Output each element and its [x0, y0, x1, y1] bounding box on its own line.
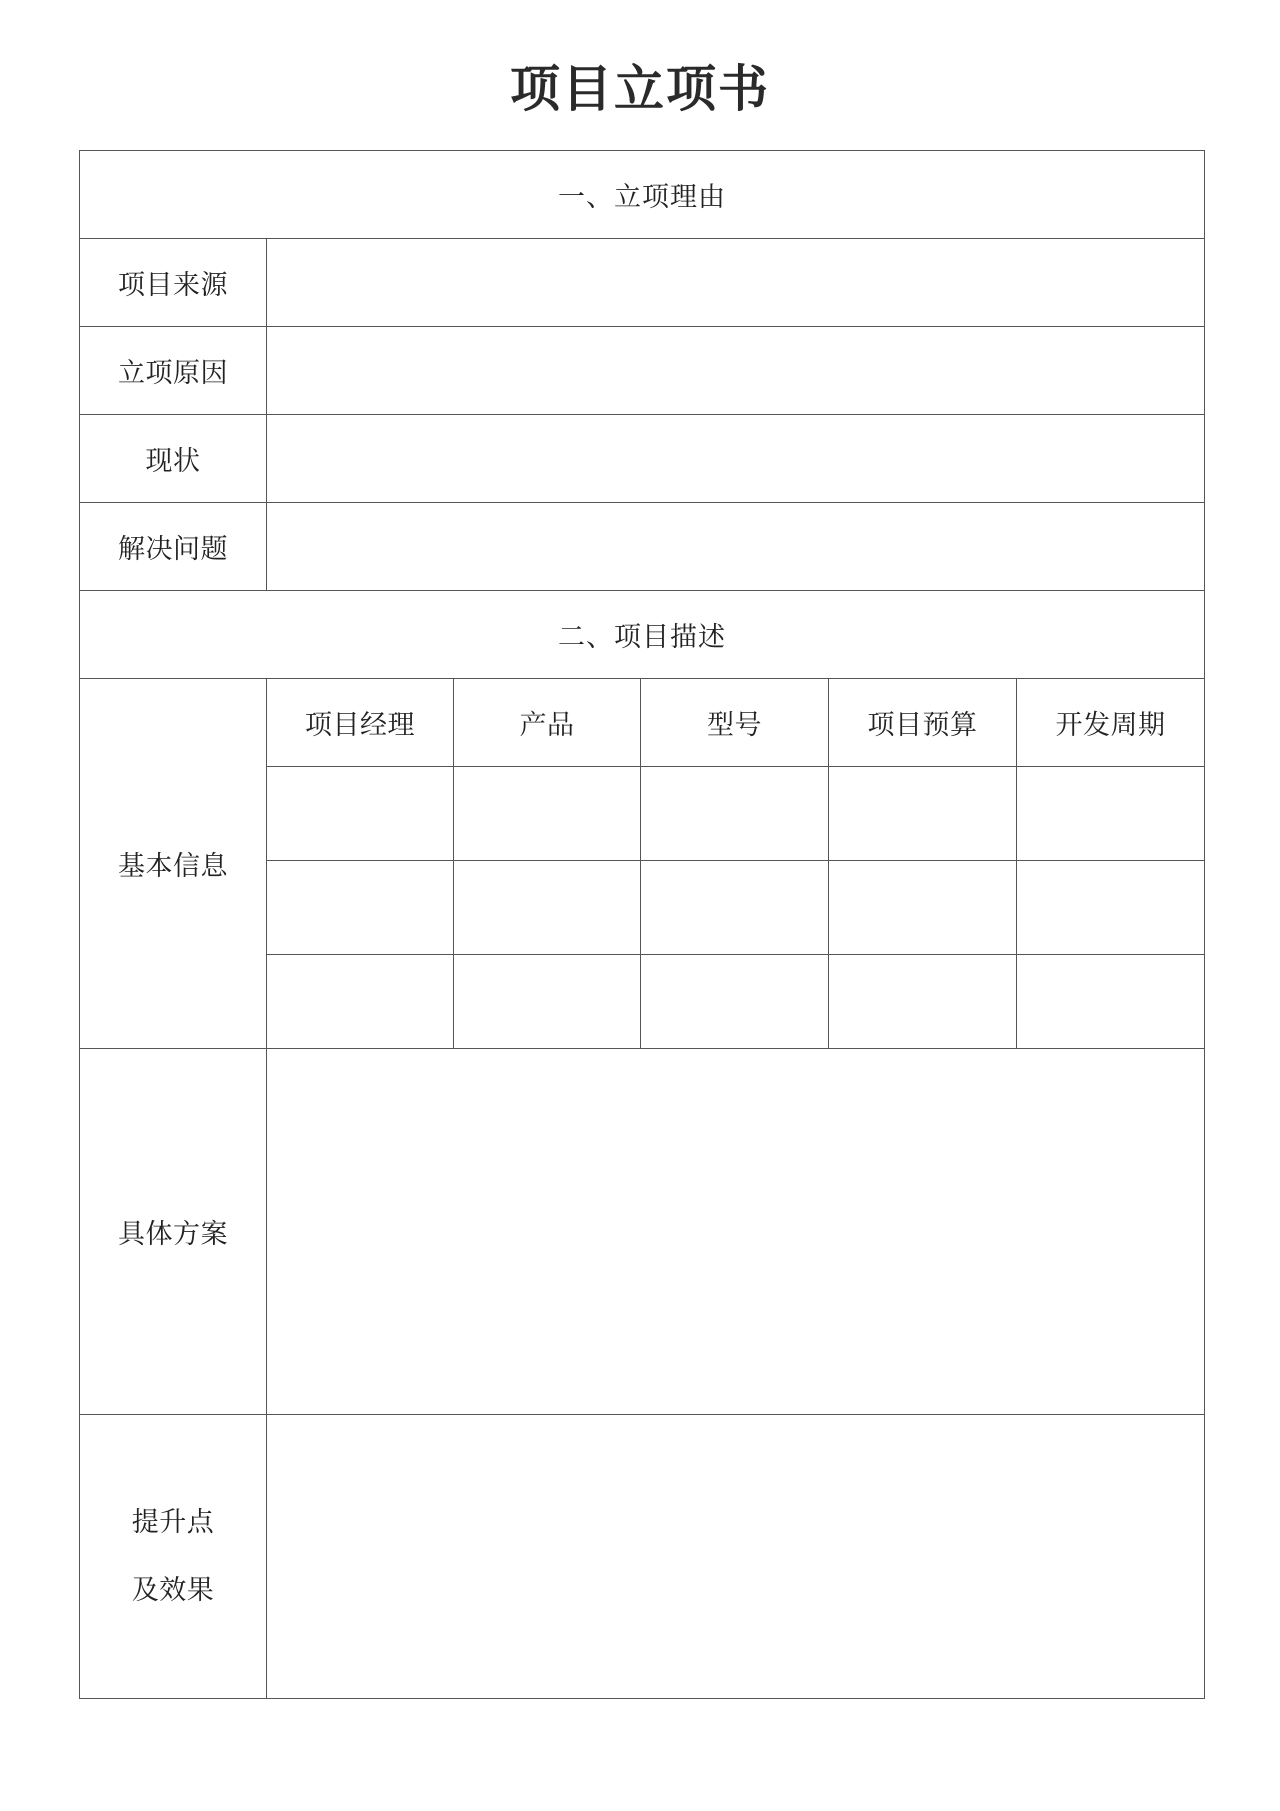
basic-info-cell[interactable]	[641, 767, 829, 861]
plan-row	[80, 1049, 1205, 1415]
improvement-label	[80, 1415, 267, 1699]
column-header-project-manager: 项目经理	[267, 679, 454, 767]
basic-info-cell[interactable]	[454, 955, 641, 1049]
improvement-row	[80, 1415, 1205, 1699]
basic-info-cell[interactable]	[267, 767, 454, 861]
basic-info-header-row	[80, 679, 1205, 767]
basic-info-cell[interactable]	[454, 767, 641, 861]
basic-info-cell[interactable]	[267, 955, 454, 1049]
section2-heading: 二、项目描述	[80, 591, 1205, 679]
basic-info-cell[interactable]	[829, 767, 1017, 861]
project-source-field[interactable]	[267, 239, 1205, 327]
plan-label: 具体方案	[80, 1049, 267, 1415]
project-reason-field[interactable]	[267, 327, 1205, 415]
current-status-field[interactable]	[267, 415, 1205, 503]
column-header-model: 型号	[641, 679, 829, 767]
basic-info-label: 基本信息	[80, 679, 267, 1049]
problem-solved-field[interactable]	[267, 503, 1205, 591]
basic-info-cell[interactable]	[1017, 955, 1205, 1049]
basic-info-cell[interactable]	[641, 955, 829, 1049]
basic-info-cell[interactable]	[641, 861, 829, 955]
project-reason-label: 立项原因	[80, 327, 267, 415]
project-proposal-form	[79, 150, 1205, 1699]
column-header-budget: 项目预算	[829, 679, 1017, 767]
current-status-row	[80, 415, 1205, 503]
basic-info-cell[interactable]	[267, 861, 454, 955]
column-header-dev-cycle: 开发周期	[1017, 679, 1205, 767]
project-source-row	[80, 239, 1205, 327]
project-reason-row	[80, 327, 1205, 415]
improvement-field[interactable]	[267, 1415, 1205, 1699]
basic-info-cell[interactable]	[1017, 861, 1205, 955]
project-source-label: 项目来源	[80, 239, 267, 327]
section2-heading-row	[80, 591, 1205, 679]
improvement-label-line: 提升点	[131, 1506, 215, 1538]
column-header-product: 产品	[454, 679, 641, 767]
basic-info-cell[interactable]	[829, 861, 1017, 955]
improvement-label-line: 及效果	[131, 1574, 215, 1606]
current-status-label: 现状	[80, 415, 267, 503]
plan-field[interactable]	[267, 1049, 1205, 1415]
section1-heading-row	[80, 151, 1205, 239]
problem-solved-row	[80, 503, 1205, 591]
problem-solved-label: 解决问题	[80, 503, 267, 591]
basic-info-cell[interactable]	[454, 861, 641, 955]
section1-heading: 一、立项理由	[80, 151, 1205, 239]
document-title: 项目立项书	[510, 60, 770, 118]
basic-info-cell[interactable]	[829, 955, 1017, 1049]
basic-info-cell[interactable]	[1017, 767, 1205, 861]
